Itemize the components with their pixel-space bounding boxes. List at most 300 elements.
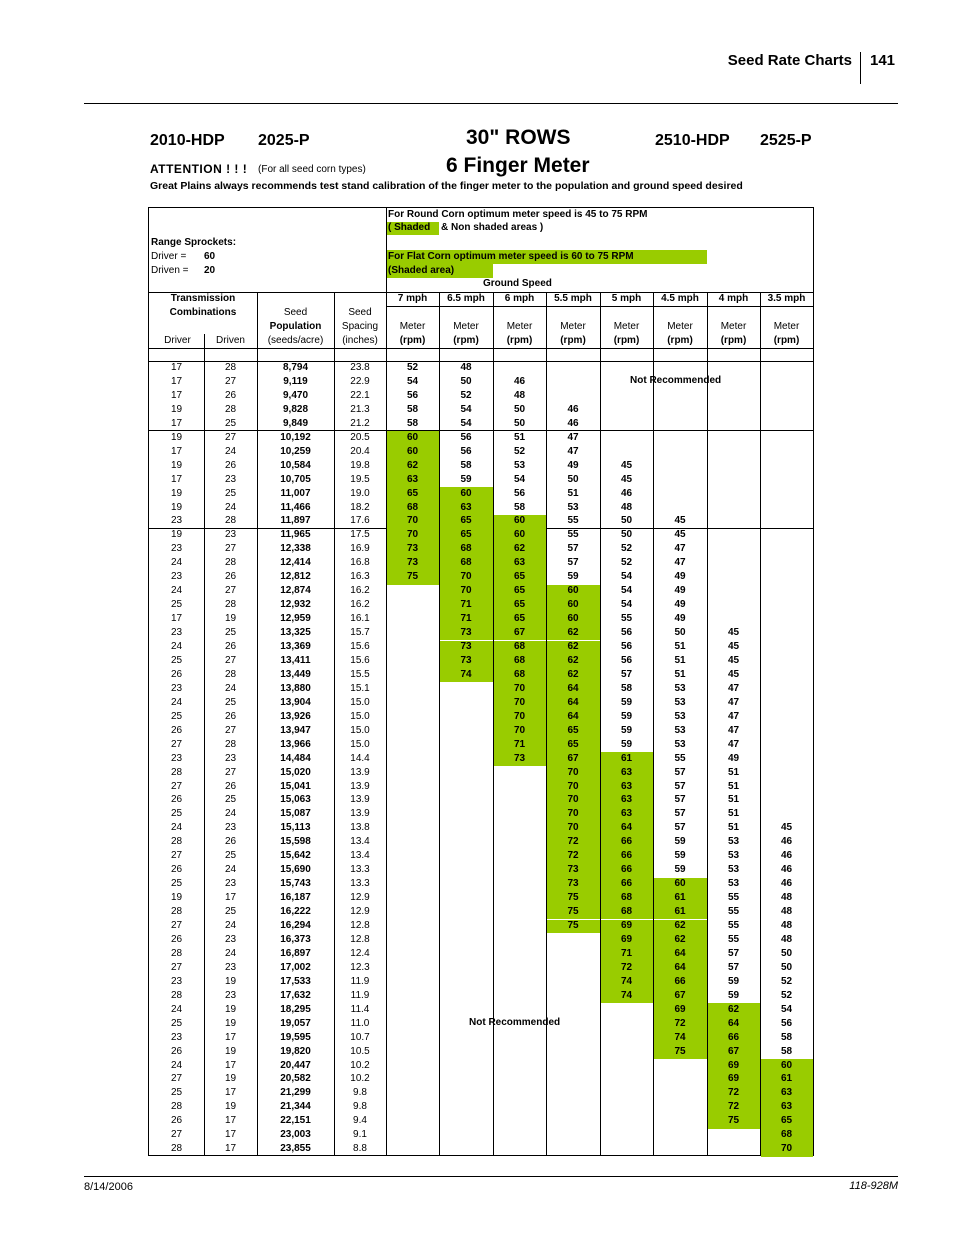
meter-rpm-cell: 72 bbox=[727, 1101, 740, 1113]
driver-cell: 23 bbox=[170, 1031, 183, 1043]
meter-header bbox=[493, 320, 546, 348]
driver-cell: 27 bbox=[170, 850, 183, 862]
spacing-cell: 15.0 bbox=[350, 724, 370, 736]
driven-cell: 28 bbox=[224, 362, 237, 373]
model-2025-p: 2025-P bbox=[258, 132, 310, 149]
meter-rpm-cell: 60 bbox=[780, 1059, 793, 1071]
meter-rpm-cell: 75 bbox=[567, 906, 579, 918]
driver-cell: 23 bbox=[170, 627, 183, 639]
meter-rpm-cell: 60 bbox=[567, 613, 579, 625]
section-title: Seed Rate Charts bbox=[727, 52, 852, 69]
speed-header: 5.5 mph bbox=[554, 293, 592, 304]
spacing-cell: 13.4 bbox=[350, 850, 370, 862]
rpm-label: (rpm) bbox=[720, 335, 747, 346]
driven-cell: 17 bbox=[224, 1129, 237, 1141]
driven-cell: 17 bbox=[224, 1143, 237, 1155]
population-cell: 10,192 bbox=[280, 431, 311, 443]
rpm-label: (rpm) bbox=[506, 335, 533, 346]
driven-cell: 17 bbox=[224, 1059, 237, 1071]
meter-rpm-cell: 50 bbox=[513, 403, 526, 415]
meter-rpm-cell: 52 bbox=[780, 989, 793, 1001]
model-2510-hdp: 2510-HDP bbox=[655, 132, 730, 149]
population-cell: 16,294 bbox=[280, 920, 311, 931]
flat-corn-note: For Flat Corn optimum meter speed is 60 to 75 RPM bbox=[388, 251, 634, 262]
population-cell: 14,484 bbox=[280, 752, 311, 764]
driver-cell: 23 bbox=[170, 543, 183, 555]
meter-rpm-cell: 70 bbox=[406, 515, 419, 527]
driver-cell: 17 bbox=[170, 613, 183, 625]
meter-rpm-cell: 63 bbox=[513, 557, 526, 569]
meter-rpm-cell: 53 bbox=[727, 864, 740, 876]
round-corn-note: For Round Corn optimum meter speed is 45 to 75 RPM bbox=[388, 209, 648, 220]
driven-cell: 28 bbox=[224, 599, 237, 611]
meter-rpm-cell: 52 bbox=[780, 975, 793, 987]
meter-rpm-cell: 46 bbox=[780, 850, 793, 862]
driver-cell: 25 bbox=[170, 710, 183, 722]
population-cell: 13,947 bbox=[280, 724, 311, 736]
meter-rpm-cell: 70 bbox=[513, 710, 526, 722]
meter-rpm-cell: 66 bbox=[620, 864, 633, 876]
meter-rpm-cell: 62 bbox=[674, 920, 686, 931]
meter-rpm-cell: 70 bbox=[567, 794, 579, 806]
spacing-cell: 15.0 bbox=[350, 738, 370, 750]
driver-cell: 28 bbox=[170, 766, 183, 778]
spacing-cell: 12.9 bbox=[350, 892, 370, 904]
driver-cell: 28 bbox=[170, 1101, 183, 1113]
speed-header: 5 mph bbox=[611, 293, 642, 304]
meter-rpm-cell: 71 bbox=[460, 613, 472, 625]
driven-cell: 19 bbox=[224, 613, 237, 625]
meter-rpm-cell: 68 bbox=[406, 501, 419, 513]
meter-rpm-cell: 74 bbox=[460, 668, 472, 680]
driver-cell: 28 bbox=[170, 989, 183, 1001]
driver-cell: 23 bbox=[170, 682, 183, 694]
spacing-cell: 9.8 bbox=[353, 1101, 367, 1113]
meter-rpm-cell: 54 bbox=[513, 473, 526, 485]
driver-cell: 26 bbox=[170, 1115, 183, 1127]
meter-rpm-cell: 50 bbox=[620, 529, 633, 541]
driver-cell: 23 bbox=[170, 571, 183, 583]
driven-cell: 19 bbox=[224, 1003, 237, 1015]
meter-rpm-cell: 60 bbox=[513, 529, 526, 541]
meter-rpm-cell: 50 bbox=[460, 375, 472, 387]
meter-rpm-cell: 59 bbox=[620, 724, 633, 736]
meter-rpm-cell: 71 bbox=[513, 738, 526, 750]
driven-cell: 25 bbox=[224, 794, 237, 806]
driver-cell: 25 bbox=[170, 599, 183, 611]
driven-cell: 24 bbox=[224, 501, 237, 513]
meter-rpm-cell: 55 bbox=[567, 529, 579, 541]
driver-cell: 24 bbox=[170, 1059, 183, 1071]
meter-rpm-cell: 60 bbox=[567, 585, 579, 597]
meter-rpm-cell: 62 bbox=[674, 933, 686, 945]
meter-rpm-cell: 73 bbox=[567, 864, 579, 876]
rpm-label: (rpm) bbox=[560, 335, 586, 346]
driver-cell: 24 bbox=[170, 557, 183, 569]
population-cell: 17,533 bbox=[280, 975, 311, 987]
population-cell: 12,959 bbox=[280, 613, 311, 625]
population-cell: 9,119 bbox=[283, 375, 308, 387]
meter-rpm-cell: 51 bbox=[727, 766, 740, 778]
meter-rpm-cell: 75 bbox=[674, 1045, 686, 1057]
meter-label: Meter bbox=[506, 321, 533, 332]
spacing-cell: 12.3 bbox=[350, 961, 370, 973]
driven-cell: 26 bbox=[224, 641, 237, 652]
meter-title: 6 Finger Meter bbox=[446, 154, 590, 177]
model-2010-hdp: 2010-HDP bbox=[150, 132, 225, 149]
driven-cell: 23 bbox=[224, 473, 237, 485]
meter-rpm-cell: 47 bbox=[674, 557, 686, 569]
spacing-cell: 16.1 bbox=[350, 613, 370, 625]
spacing-cell: 20.4 bbox=[350, 445, 370, 457]
driver-cell: 25 bbox=[170, 808, 183, 820]
meter-rpm-cell: 48 bbox=[620, 501, 633, 513]
meter-rpm-cell: 52 bbox=[513, 445, 526, 457]
population-cell: 16,897 bbox=[280, 947, 311, 959]
meter-rpm-cell: 46 bbox=[567, 417, 579, 429]
meter-header bbox=[600, 320, 653, 348]
driven-cell: 28 bbox=[224, 515, 237, 527]
driven-value: 20 bbox=[204, 265, 216, 276]
driver-cell: 24 bbox=[170, 696, 183, 708]
seed-population-line3: (seeds/acre) bbox=[267, 335, 324, 346]
meter-rpm-cell: 46 bbox=[513, 375, 526, 387]
ground-speed-label: Ground Speed bbox=[483, 278, 552, 289]
meter-rpm-cell: 48 bbox=[513, 389, 526, 401]
population-cell: 10,705 bbox=[280, 473, 311, 485]
seed-spacing-line1: Seed bbox=[348, 307, 372, 318]
driver-cell: 27 bbox=[170, 780, 183, 792]
meter-rpm-cell: 55 bbox=[674, 752, 686, 764]
meter-rpm-cell: 55 bbox=[727, 933, 740, 945]
meter-rpm-cell: 74 bbox=[674, 1031, 686, 1043]
driven-cell: 26 bbox=[224, 571, 237, 583]
meter-rpm-cell: 73 bbox=[406, 543, 419, 555]
meter-rpm-cell: 67 bbox=[674, 989, 686, 1001]
meter-rpm-cell: 58 bbox=[780, 1031, 793, 1043]
meter-rpm-cell: 49 bbox=[674, 571, 686, 583]
footer-rule bbox=[84, 1176, 898, 1177]
meter-rpm-cell: 70 bbox=[780, 1143, 793, 1155]
spacing-cell: 10.7 bbox=[350, 1031, 370, 1043]
meter-rpm-cell: 67 bbox=[567, 752, 579, 764]
driven-cell: 26 bbox=[224, 710, 237, 722]
driven-cell: 25 bbox=[224, 696, 237, 708]
meter-rpm-cell: 68 bbox=[460, 543, 472, 555]
meter-rpm-cell: 71 bbox=[620, 947, 633, 959]
meter-rpm-cell: 47 bbox=[727, 738, 740, 750]
meter-rpm-cell: 51 bbox=[674, 641, 686, 652]
meter-rpm-cell: 67 bbox=[513, 627, 526, 639]
driver-cell: 23 bbox=[170, 752, 183, 764]
spacing-cell: 13.3 bbox=[350, 878, 370, 890]
spacing-cell: 18.2 bbox=[350, 501, 370, 513]
population-cell: 10,259 bbox=[280, 445, 311, 457]
spacing-cell: 12.8 bbox=[350, 933, 370, 945]
seed-spacing-line2: Spacing bbox=[341, 321, 379, 332]
spacing-cell: 9.8 bbox=[353, 1087, 367, 1099]
population-cell: 13,880 bbox=[280, 682, 311, 694]
meter-rpm-cell: 56 bbox=[620, 627, 633, 639]
driven-cell: 25 bbox=[224, 906, 237, 918]
spacing-cell: 19.5 bbox=[350, 473, 370, 485]
meter-rpm-cell: 47 bbox=[727, 724, 740, 736]
driver-cell: 26 bbox=[170, 1045, 183, 1057]
population-cell: 15,063 bbox=[280, 794, 311, 806]
meter-rpm-cell: 52 bbox=[406, 362, 419, 373]
driven-cell: 25 bbox=[224, 850, 237, 862]
spacing-cell: 16.8 bbox=[350, 557, 370, 569]
meter-rpm-cell: 66 bbox=[620, 878, 633, 890]
population-cell: 12,812 bbox=[280, 571, 311, 583]
meter-rpm-cell: 49 bbox=[674, 599, 686, 611]
meter-rpm-cell: 56 bbox=[513, 487, 526, 499]
not-recommended-top: Not Recommended bbox=[630, 375, 722, 386]
rpm-label: (rpm) bbox=[667, 335, 693, 346]
meter-rpm-cell: 70 bbox=[460, 571, 472, 583]
meter-rpm-cell: 73 bbox=[460, 654, 472, 666]
driver-cell: 25 bbox=[170, 1017, 183, 1029]
meter-rpm-cell: 59 bbox=[727, 989, 740, 1001]
meter-rpm-cell: 48 bbox=[460, 362, 472, 373]
driven-cell: 28 bbox=[224, 403, 237, 415]
meter-rpm-cell: 45 bbox=[780, 822, 793, 834]
driver-cell: 28 bbox=[170, 1143, 183, 1155]
meter-rpm-cell: 56 bbox=[780, 1017, 793, 1029]
spacing-cell: 17.5 bbox=[350, 529, 370, 541]
meter-rpm-cell: 45 bbox=[727, 654, 740, 666]
population-cell: 15,041 bbox=[280, 780, 311, 792]
meter-rpm-cell: 75 bbox=[727, 1115, 740, 1127]
population-cell: 10,584 bbox=[280, 459, 311, 471]
driven-cell: 17 bbox=[224, 1115, 237, 1127]
meter-rpm-cell: 67 bbox=[727, 1045, 740, 1057]
meter-rpm-cell: 56 bbox=[460, 445, 472, 457]
population-cell: 16,373 bbox=[280, 933, 311, 945]
rpm-label: (rpm) bbox=[399, 335, 426, 346]
population-cell: 12,932 bbox=[280, 599, 311, 611]
meter-rpm-cell: 70 bbox=[567, 822, 579, 834]
meter-rpm-cell: 63 bbox=[620, 780, 633, 792]
driver-cell: 28 bbox=[170, 906, 183, 918]
meter-rpm-cell: 58 bbox=[620, 682, 633, 694]
meter-rpm-cell: 50 bbox=[620, 515, 633, 527]
spacing-cell: 16.2 bbox=[350, 585, 370, 597]
meter-rpm-cell: 61 bbox=[674, 906, 686, 918]
driven-cell: 28 bbox=[224, 668, 237, 680]
speed-header: 6 mph bbox=[504, 293, 535, 304]
meter-rpm-cell: 57 bbox=[567, 543, 579, 555]
meter-rpm-cell: 59 bbox=[674, 864, 686, 876]
meter-rpm-cell: 60 bbox=[406, 431, 419, 443]
spacing-cell: 22.1 bbox=[350, 389, 370, 401]
spacing-cell: 15.6 bbox=[350, 654, 370, 666]
spacing-cell: 23.8 bbox=[350, 362, 370, 373]
driven-cell: 17 bbox=[224, 892, 237, 904]
driven-label: Driven = bbox=[151, 265, 189, 276]
driven-cell: 17 bbox=[224, 1087, 237, 1099]
meter-rpm-cell: 69 bbox=[727, 1073, 740, 1085]
meter-rpm-cell: 53 bbox=[674, 724, 686, 736]
meter-rpm-cell: 64 bbox=[567, 682, 579, 694]
driver-cell: 19 bbox=[170, 892, 183, 904]
attention-note: (For all seed corn types) bbox=[258, 164, 366, 175]
meter-rpm-cell: 59 bbox=[727, 975, 740, 987]
population-cell: 15,690 bbox=[280, 864, 311, 876]
driver-cell: 28 bbox=[170, 836, 183, 848]
spacing-cell: 17.6 bbox=[350, 515, 370, 527]
driven-cell: 23 bbox=[224, 933, 237, 945]
meter-rpm-cell: 63 bbox=[620, 808, 633, 820]
population-cell: 17,632 bbox=[280, 989, 311, 1001]
spacing-cell: 10.5 bbox=[350, 1045, 370, 1057]
calibration-note: Great Plains always recommends test stand calibration of the finger meter to the population and ground speed desired bbox=[150, 180, 743, 192]
spacing-cell: 22.9 bbox=[350, 375, 370, 387]
meter-label: Meter bbox=[773, 321, 800, 332]
meter-rpm-cell: 72 bbox=[567, 850, 579, 862]
meter-rpm-cell: 57 bbox=[674, 780, 686, 792]
spacing-cell: 10.2 bbox=[350, 1059, 370, 1071]
meter-rpm-cell: 49 bbox=[727, 752, 740, 764]
driver-cell: 19 bbox=[170, 459, 183, 471]
meter-rpm-cell: 50 bbox=[780, 947, 793, 959]
spacing-cell: 15.0 bbox=[350, 696, 370, 708]
meter-rpm-cell: 52 bbox=[620, 543, 633, 555]
meter-rpm-cell: 45 bbox=[727, 627, 740, 639]
meter-rpm-cell: 70 bbox=[460, 585, 472, 597]
rpm-label: (rpm) bbox=[453, 335, 479, 346]
meter-rpm-cell: 52 bbox=[620, 557, 633, 569]
driver-cell: 23 bbox=[170, 515, 183, 527]
population-cell: 13,966 bbox=[280, 738, 311, 750]
meter-rpm-cell: 54 bbox=[780, 1003, 793, 1015]
meter-rpm-cell: 45 bbox=[727, 668, 740, 680]
meter-rpm-cell: 45 bbox=[674, 529, 686, 541]
meter-rpm-cell: 62 bbox=[567, 654, 579, 666]
driver-cell: 24 bbox=[170, 585, 183, 597]
meter-rpm-cell: 49 bbox=[674, 585, 686, 597]
meter-rpm-cell: 73 bbox=[567, 878, 579, 890]
meter-rpm-cell: 60 bbox=[406, 445, 419, 457]
meter-rpm-cell: 62 bbox=[567, 641, 579, 652]
driver-cell: 17 bbox=[170, 362, 183, 373]
spacing-cell: 16.2 bbox=[350, 599, 370, 611]
meter-rpm-cell: 65 bbox=[513, 571, 526, 583]
meter-rpm-cell: 59 bbox=[460, 473, 472, 485]
speed-header: 4 mph bbox=[718, 293, 749, 304]
meter-rpm-cell: 48 bbox=[780, 920, 793, 931]
population-cell: 23,003 bbox=[280, 1129, 311, 1141]
meter-rpm-cell: 70 bbox=[513, 696, 526, 708]
header-top-rule bbox=[149, 292, 813, 293]
spacing-cell: 15.7 bbox=[350, 627, 370, 639]
meter-rpm-cell: 50 bbox=[567, 473, 579, 485]
driven-cell: 28 bbox=[224, 738, 237, 750]
driven-cell: 25 bbox=[224, 627, 237, 639]
driven-cell: 26 bbox=[224, 780, 237, 792]
meter-rpm-cell: 53 bbox=[674, 710, 686, 722]
meter-rpm-cell: 65 bbox=[567, 738, 579, 750]
meter-rpm-cell: 66 bbox=[674, 975, 686, 987]
note-divider bbox=[386, 208, 387, 292]
meter-rpm-cell: 60 bbox=[460, 487, 472, 499]
meter-rpm-cell: 57 bbox=[567, 557, 579, 569]
driver-cell: 25 bbox=[170, 654, 183, 666]
population-cell: 11,007 bbox=[280, 487, 311, 499]
meter-rpm-cell: 68 bbox=[513, 668, 526, 680]
driven-cell: 19 bbox=[224, 975, 237, 987]
meter-rpm-cell: 53 bbox=[674, 682, 686, 694]
population-cell: 13,325 bbox=[280, 627, 311, 639]
population-cell: 9,849 bbox=[282, 417, 309, 429]
meter-rpm-cell: 53 bbox=[567, 501, 579, 513]
meter-rpm-cell: 55 bbox=[567, 515, 579, 527]
driver-cell: 17 bbox=[170, 375, 183, 387]
driven-cell: 27 bbox=[224, 724, 237, 736]
population-cell: 9,828 bbox=[282, 403, 309, 415]
driver-cell: 24 bbox=[170, 641, 183, 652]
meter-rpm-cell: 68 bbox=[620, 892, 633, 904]
driven-cell: 25 bbox=[224, 487, 237, 499]
driver-cell: 28 bbox=[170, 947, 183, 959]
spacing-cell: 13.4 bbox=[350, 836, 370, 848]
meter-rpm-cell: 55 bbox=[727, 892, 740, 904]
driven-cell: 25 bbox=[224, 417, 237, 429]
meter-rpm-cell: 48 bbox=[780, 906, 793, 918]
population-cell: 13,904 bbox=[280, 696, 311, 708]
driver-cell: 27 bbox=[170, 961, 183, 973]
meter-rpm-cell: 68 bbox=[460, 557, 472, 569]
meter-rpm-cell: 46 bbox=[780, 836, 793, 848]
meter-rpm-cell: 73 bbox=[406, 557, 419, 569]
meter-rpm-cell: 46 bbox=[567, 403, 579, 415]
driven-cell: 23 bbox=[224, 752, 237, 764]
meter-rpm-cell: 59 bbox=[674, 850, 686, 862]
meter-label: Meter bbox=[720, 321, 747, 332]
driver-cell: 24 bbox=[170, 822, 183, 834]
meter-rpm-cell: 54 bbox=[620, 599, 633, 611]
not-recommended-bottom: Not Recommended bbox=[469, 1017, 561, 1028]
population-cell: 12,414 bbox=[280, 557, 311, 569]
seed-population-line1: Seed bbox=[283, 307, 308, 318]
meter-rpm-cell: 69 bbox=[620, 920, 633, 931]
meter-rpm-cell: 47 bbox=[674, 543, 686, 555]
meter-rpm-cell: 61 bbox=[620, 752, 633, 764]
header-bottom-rule bbox=[149, 348, 813, 349]
meter-rpm-cell: 57 bbox=[674, 808, 686, 820]
meter-rpm-cell: 51 bbox=[513, 431, 526, 443]
meter-rpm-cell: 60 bbox=[567, 599, 579, 611]
driver-cell: 19 bbox=[170, 487, 183, 499]
spacing-cell: 15.0 bbox=[350, 710, 370, 722]
population-cell: 15,113 bbox=[280, 822, 311, 834]
meter-header bbox=[386, 320, 439, 348]
meter-rpm-cell: 51 bbox=[674, 668, 686, 680]
spacing-cell: 16.9 bbox=[350, 543, 370, 555]
shaded-rest: & Non shaded areas ) bbox=[441, 222, 544, 233]
meter-rpm-cell: 65 bbox=[513, 585, 526, 597]
attention-label: ATTENTION ! ! ! bbox=[150, 162, 248, 176]
meter-rpm-cell: 58 bbox=[406, 417, 419, 429]
meter-rpm-cell: 51 bbox=[727, 794, 740, 806]
population-cell: 15,087 bbox=[280, 808, 311, 820]
spacing-cell: 15.1 bbox=[350, 682, 370, 694]
footer-date: 8/14/2006 bbox=[84, 1181, 133, 1193]
meter-rpm-cell: 72 bbox=[727, 1087, 740, 1099]
driver-cell: 19 bbox=[170, 529, 183, 541]
meter-rpm-cell: 64 bbox=[567, 696, 579, 708]
driven-cell: 26 bbox=[224, 389, 237, 401]
